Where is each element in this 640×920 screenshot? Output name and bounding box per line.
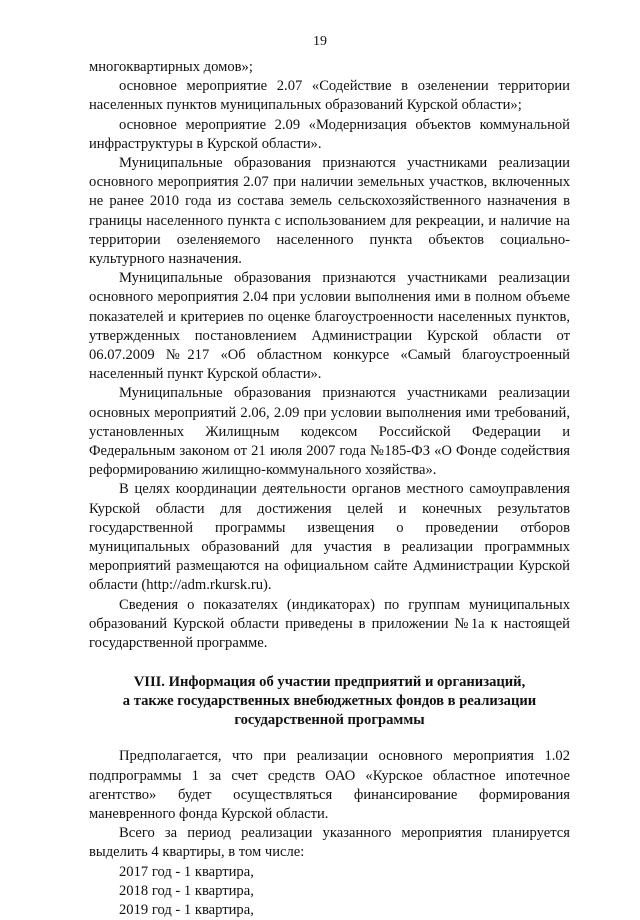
section-heading-line: VIII. Информация об участии предприятий и организаций,	[133, 674, 526, 691]
document-body	[89, 58, 570, 920]
page-number: 19	[313, 34, 327, 49]
section-heading-line: а также государственных внебюджетных фондов в реализации	[122, 693, 537, 710]
list-item: 2019 год - 1 квартира,	[119, 901, 254, 918]
paragraph-continuation: многоквартирных домов»;	[89, 59, 253, 75]
paragraph: основное мероприятие 2.09 «Модернизация объектов коммунальной инфраструктуры в Курской области».	[89, 116, 570, 152]
list-item: 2018 год - 1 квартира,	[119, 882, 254, 899]
paragraph: Предполагается, что при реализации основного мероприятия 1.02 подпрограммы 1 за счет средств ОАО «Курское областное ипотечное агентство» будет осуществляться финансирование формирования маневренного фонда Курской области.	[89, 748, 570, 822]
paragraph: основное мероприятие 2.07 «Содействие в озеленении территории населенных пунктов муниципальных образований Курской области»;	[89, 78, 570, 114]
list-item: 2017 год - 1 квартира,	[119, 863, 254, 880]
paragraph: Муниципальные образования признаются участниками реализации основного мероприятия 2.04 при условии выполнения ими в полном объеме показателей и критериев по оценке благоустроенности населенных пунктов, утвержденных постановлением Администрации Курской области от 06.07.2009 №217 «Об областном конкурсе «Самый благоустроенный населенный пункт Курской области».	[89, 270, 570, 383]
section-heading-line: государственной программы	[234, 712, 425, 729]
paragraph: В целях координации деятельности органов местного самоуправления Курской области для достижения целей и конечных результатов государственной программы извещения о проведении отборов муниципальных образований для участия в реализации программных мероприятий размещаются на официальном сайте Администрации Курской области (http://adm.rkursk.ru).	[89, 481, 570, 594]
paragraph: Муниципальные образования признаются участниками реализации основных мероприятий 2.06, 2.09 при условии выполнения ими требований, установленных Жилищным кодексом Российской Федерации и Федеральным законом от 21 июля 2007 года №185-ФЗ «О Фонде содействия реформированию жилищно-коммунального хозяйства».	[89, 385, 570, 479]
paragraph: Сведения о показателях (индикаторах) по группам муниципальных образований Курской области приведены в приложении №1а к настоящей государственной программе.	[89, 596, 570, 652]
paragraph: Всего за период реализации указанного мероприятия планируется выделить 4 квартиры, в том числе:	[89, 825, 570, 861]
paragraph: Муниципальные образования признаются участниками реализации основного мероприятия 2.07 при наличии земельных участков, включенных не ранее 2010 года из состава земель сельскохозяйственного назначения в границы населенного пункта с использованием для рекреации, и наличие на территории озеленяемого населенного пункта объектов социально-культурного назначения.	[89, 155, 570, 268]
section-heading	[89, 673, 570, 730]
